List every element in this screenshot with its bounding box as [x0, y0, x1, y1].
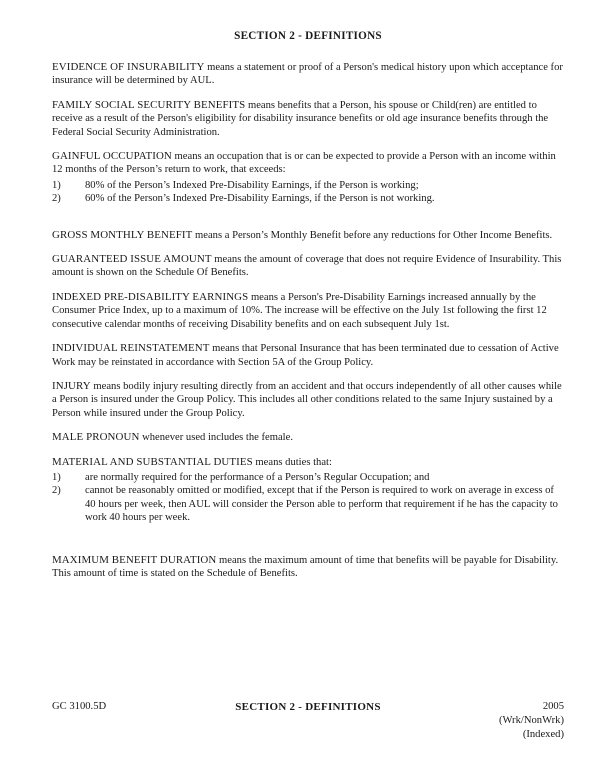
- document-body: [52, 30, 564, 591]
- list-item-text: are normally required for the performance of a Person’s Regular Occupation; and: [85, 471, 430, 483]
- footer-year: 2005: [542, 701, 564, 712]
- definition-term: GAINFUL OCCUPATION: [52, 150, 172, 163]
- definition-gainful-occupation: [52, 150, 564, 177]
- list-item-text: 80% of the Person’s Indexed Pre-Disability Earnings, if the Person is working;: [85, 179, 419, 191]
- definition-body: means a Person's Pre-Disability Earnings increased annually by the Consumer Price Index, up to a maximum of 10%. The increase will be effective on the July 1st following the first 12 consecutive calendar months of receiving Disability benefits and on each subsequent July 1st.: [52, 291, 547, 330]
- page-title: SECTION 2 - DEFINITIONS: [234, 30, 382, 42]
- list-marker: 2): [52, 193, 61, 205]
- definition-body: means a Person’s Monthly Benefit before any reductions for Other Income Benefits.: [192, 229, 553, 241]
- definition-body: means benefits that a Person, his spouse or Child(ren) are entitled to receive as a result of the Person's eligibility for disability insurance benefits or old age insurance benefits through the Federal Social Security Administration.: [52, 99, 549, 138]
- list-marker: 1): [52, 179, 61, 191]
- footer-section-title: SECTION 2 - DEFINITIONS: [235, 701, 381, 713]
- definition-gross-monthly-benefit: [52, 229, 564, 242]
- definition-term: INDEXED PRE-DISABILITY EARNINGS: [52, 290, 249, 303]
- definition-term: GUARANTEED ISSUE AMOUNT: [52, 253, 212, 266]
- definition-male-pronoun: [52, 431, 564, 444]
- definition-body: means that Personal Insurance that has been terminated due to cessation of Active Work may be reinstated in accordance with Section 5A of the Group Policy.: [52, 343, 559, 368]
- definition-indexed-pre-disability-earnings: [52, 291, 564, 331]
- footer-variant-indexed: (Indexed): [522, 729, 564, 740]
- definition-term: GROSS MONTHLY BENEFIT: [52, 228, 193, 241]
- list-item: [52, 192, 564, 205]
- definition-body: means bodily injury resulting directly from an accident and that occurs independently of all other causes while a Person is insured under the Group Policy. This includes all other conditions related to the same Injury sustained by a Person while insured under the Group Policy.: [52, 380, 562, 419]
- definition-evidence-of-insurability: [52, 61, 564, 88]
- list-marker: 2): [52, 485, 61, 497]
- definition-maximum-benefit-duration: [52, 554, 564, 581]
- footer-variant-work: (Wrk/NonWrk): [498, 715, 564, 726]
- list-item: [52, 471, 564, 484]
- section-spacer: [52, 217, 564, 229]
- list-item: [52, 179, 564, 192]
- definition-injury: [52, 380, 564, 420]
- definition-term: MATERIAL AND SUBSTANTIAL DUTIES: [52, 455, 253, 468]
- page-footer: [52, 700, 564, 742]
- definition-term: MAXIMUM BENEFIT DURATION: [52, 553, 217, 566]
- definition-body: means the amount of coverage that does not require Evidence of Insurability. This amount is shown on the Schedule Of Benefits.: [52, 254, 562, 279]
- definition-individual-reinstatement: [52, 342, 564, 369]
- definition-body: means the maximum amount of time that benefits will be payable for Disability. This amount of time is stated on the Schedule of Benefits.: [52, 554, 559, 579]
- definition-body: means a statement or proof of a Person's medical history upon which acceptance for insurance will be determined by AUL.: [52, 62, 563, 87]
- material-duties-list: [52, 471, 564, 525]
- footer-form-number: GC 3100.5D: [52, 701, 107, 712]
- list-item: [52, 484, 564, 524]
- definition-term: INDIVIDUAL REINSTATEMENT: [52, 342, 210, 355]
- definition-guaranteed-issue-amount: [52, 253, 564, 280]
- definition-family-social-security-benefits: [52, 99, 564, 139]
- footer-main-row: [52, 700, 564, 714]
- definition-term: INJURY: [52, 379, 91, 392]
- definition-body: means an occupation that is or can be expected to provide a Person with an income within 12 months of the Person’s return to work, that exceeds:: [52, 151, 556, 176]
- list-item-text: 60% of the Person’s Indexed Pre-Disability Earnings, if the Person is not working.: [85, 193, 435, 205]
- list-item-text: cannot be reasonably omitted or modified, except that if the Person is required to work on average in excess of 40 hours per week, then AUL will consider the Person able to perform that requirement if he has the capacity to work 40 hours per week.: [85, 485, 558, 524]
- definition-term: EVIDENCE OF INSURABILITY: [52, 61, 205, 73]
- definition-body: whenever used includes the female.: [139, 432, 293, 444]
- definition-term: FAMILY SOCIAL SECURITY BENEFITS: [52, 98, 246, 111]
- list-marker: 1): [52, 471, 61, 483]
- definition-body: means duties that:: [252, 456, 332, 468]
- section-spacer: [52, 536, 564, 554]
- definition-term: MALE PRONOUN: [52, 431, 140, 444]
- gainful-occupation-list: [52, 179, 564, 206]
- definition-material-and-substantial-duties: [52, 456, 564, 469]
